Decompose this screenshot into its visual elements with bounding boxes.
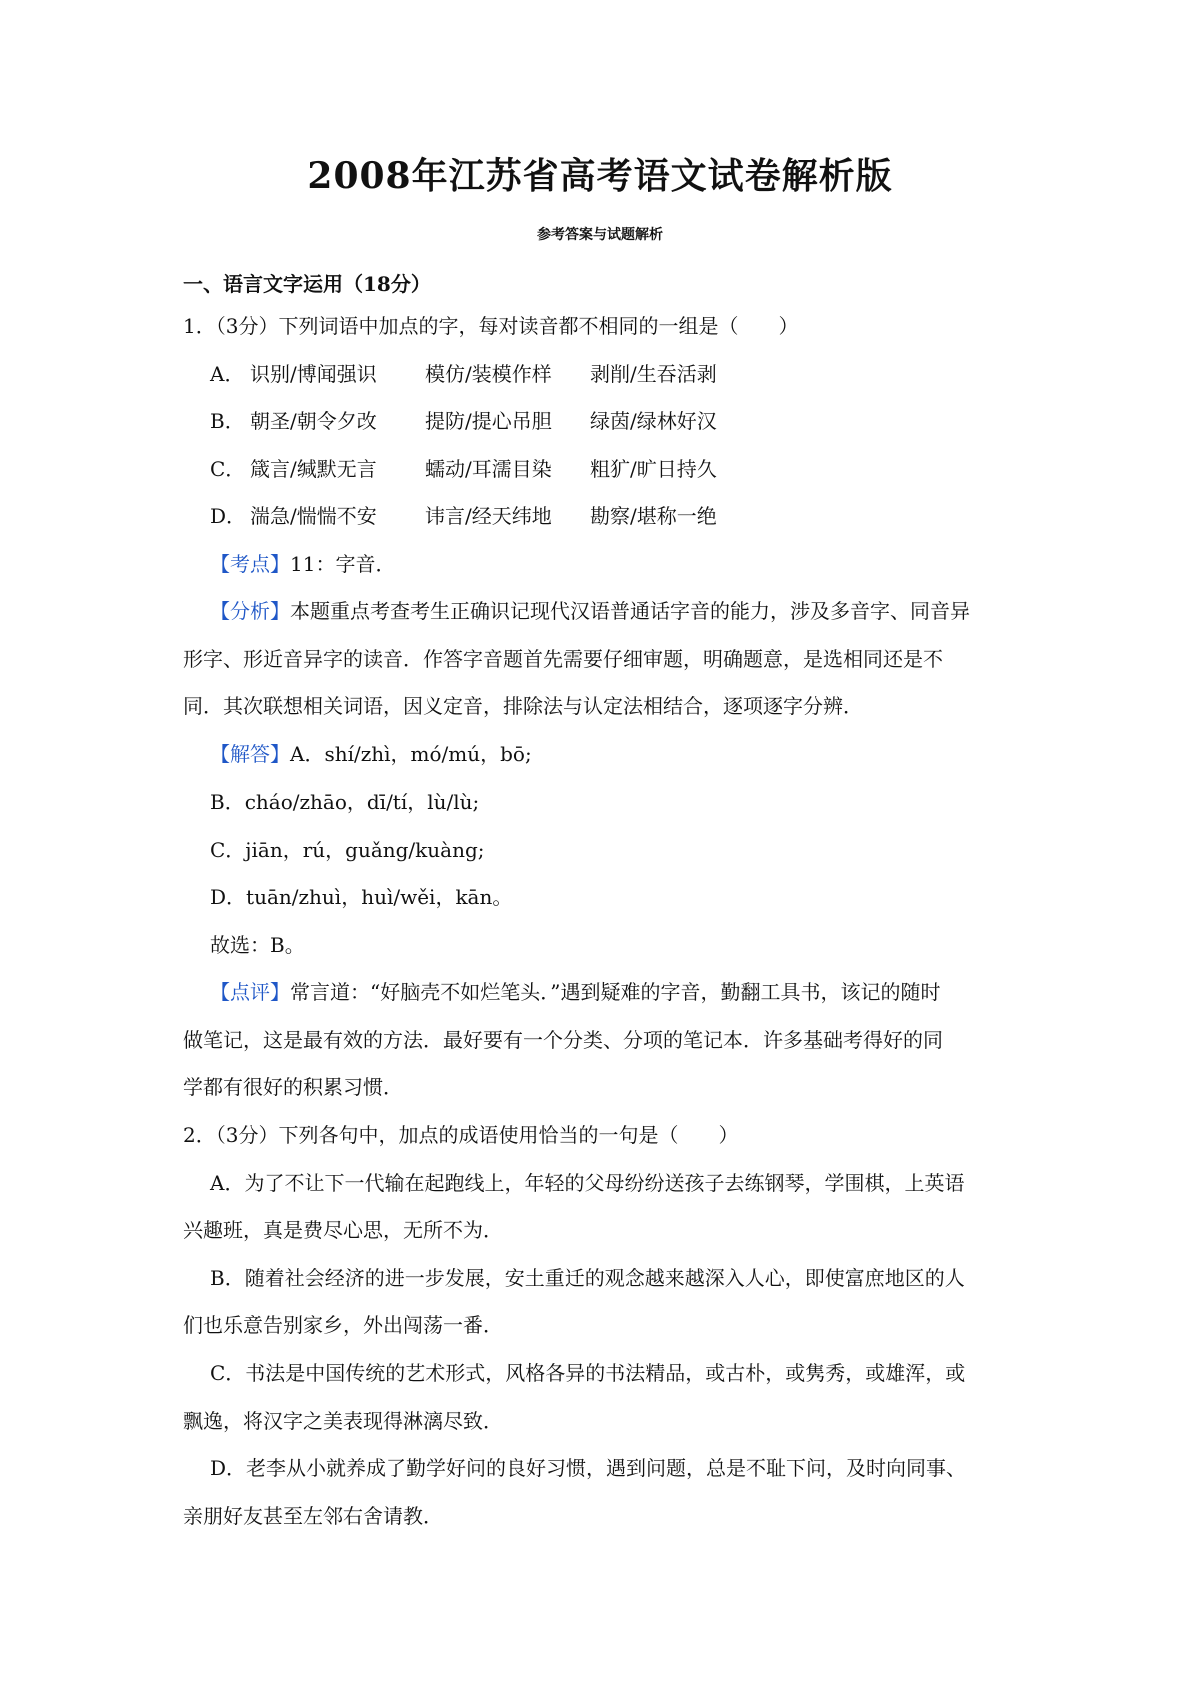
jieda-tag: 【解答】	[210, 742, 290, 766]
q1-option-c	[210, 455, 717, 483]
option-col: 绿茵/绿林好汉	[590, 409, 717, 433]
q2-option-d-line-1: D．老李从小就养成了勤学好问的良好习惯，遇到问题，总是不耻下问，及时向同事、	[210, 1456, 967, 1480]
kaodian-text: 11：字音．	[290, 552, 396, 576]
option-col: 勘察/堪称一绝	[590, 504, 717, 528]
option-col: 箴言/缄默无言	[250, 457, 377, 481]
q1-jieda-line-3: C．jiān，rú，guǎng/kuàng;	[210, 838, 485, 862]
q2-option-d-line-2: 亲朋好友甚至左邻右舍请教．	[183, 1504, 443, 1528]
q1-fenxi-line-1	[210, 597, 970, 625]
q1-option-a	[210, 360, 717, 388]
q1-option-b	[210, 407, 717, 435]
q1-fenxi-line-2: 形字、形近音异字的读音．作答字音题首先需要仔细审题，明确题意，是选相同还是不	[183, 647, 943, 671]
q1-jieda-line-2: B．cháo/zhāo，dī/tí，lù/lù;	[210, 790, 480, 814]
q1-dianping-line-2: 做笔记，这是最有效的方法．最好要有一个分类、分项的笔记本．许多基础考得好的同	[183, 1028, 943, 1052]
option-col: 讳言/经天纬地	[425, 504, 552, 528]
fenxi-tag: 【分析】	[210, 599, 290, 623]
option-col: 模仿/装模作样	[425, 362, 552, 386]
option-col: 剥削/生吞活剥	[590, 362, 717, 386]
q1-stem: 1．（3分）下列词语中加点的字，每对读音都不相同的一组是（ ）	[183, 314, 799, 338]
q1-dianping-line-3: 学都有很好的积累习惯．	[183, 1075, 403, 1099]
option-col: 朝圣/朝令夕改	[250, 409, 377, 433]
q2-option-a-line-1: A．为了不让下一代输在起跑线上，年轻的父母纷纷送孩子去练钢琴，学围棋，上英语	[210, 1171, 965, 1195]
q1-jieda-answer: 故选：B。	[210, 933, 305, 957]
option-col: 提防/提心吊胆	[425, 409, 552, 433]
option-label: D．	[210, 504, 247, 528]
q2-option-c-line-2: 飘逸，将汉字之美表现得淋漓尽致．	[183, 1409, 503, 1433]
q1-fenxi-line-3: 同．其次联想相关词语，因义定音，排除法与认定法相结合，逐项逐字分辨．	[183, 694, 863, 718]
option-label: A．	[210, 362, 245, 386]
jieda-text: A．shí/zhì，mó/mú，bō;	[290, 742, 532, 766]
option-label: C．	[210, 457, 246, 481]
q2-option-a-line-2: 兴趣班，真是费尽心思，无所不为．	[183, 1218, 503, 1242]
option-label: B．	[210, 409, 245, 433]
dianping-tag: 【点评】	[210, 980, 290, 1004]
q2-option-b-line-1: B．随着社会经济的进一步发展，安土重迁的观念越来越深入人心，即使富庶地区的人	[210, 1266, 965, 1290]
q1-jieda-line-4: D．tuān/zhuì，huì/wěi，kān。	[210, 885, 513, 909]
option-col: 蠕动/耳濡目染	[425, 457, 552, 481]
dianping-text: 常言道：“好脑壳不如烂笔头．”遇到疑难的字音，勤翻工具书，该记的随时	[290, 980, 941, 1004]
section-heading: 一、语言文字运用（18分）	[183, 272, 431, 296]
q2-option-b-line-2: 们也乐意告别家乡，外出闯荡一番．	[183, 1313, 503, 1337]
q2-option-c-line-1: C．书法是中国传统的艺术形式，风格各异的书法精品，或古朴，或隽秀，或雄浑，或	[210, 1361, 966, 1385]
q1-option-d	[210, 502, 717, 530]
q1-jieda-line-1	[210, 740, 532, 768]
fenxi-text: 本题重点考查考生正确识记现代汉语普通话字音的能力，涉及多音字、同音异	[290, 599, 970, 623]
page-subtitle: 参考答案与试题解析	[537, 227, 663, 243]
kaodian-tag: 【考点】	[210, 552, 290, 576]
q1-kaodian	[210, 550, 395, 578]
q1-dianping-line-1	[210, 978, 940, 1006]
q2-stem: 2．（3分）下列各句中，加点的成语使用恰当的一句是（ ）	[183, 1123, 739, 1147]
option-col: 湍急/惴惴不安	[250, 504, 377, 528]
option-col: 识别/博闻强识	[250, 362, 377, 386]
page-title: 2008年江苏省高考语文试卷解析版	[307, 155, 893, 197]
option-col: 粗犷/旷日持久	[590, 457, 717, 481]
